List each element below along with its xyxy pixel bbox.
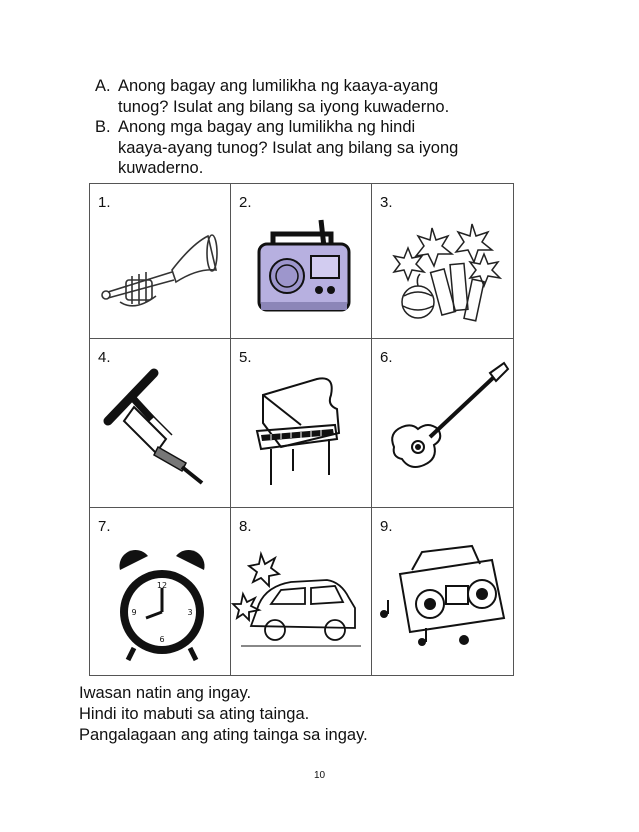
instruction-b-line-3: kuwaderno. <box>118 159 204 177</box>
cell-number: 3. <box>380 194 393 211</box>
cell-number: 5. <box>239 349 252 366</box>
instructions <box>95 76 555 179</box>
closing-line-1: Iwasan natin ang ingay. <box>79 684 252 702</box>
boombox-icon <box>372 508 512 674</box>
instruction-a-line-2: tunog? Isulat ang bilang sa iyong kuwaderno. <box>118 97 450 116</box>
piano-icon <box>231 339 371 507</box>
car-horn-icon <box>231 508 371 674</box>
instruction-a-line-1: Anong bagay ang lumilikha ng kaaya-ayang <box>118 77 439 95</box>
grid-cell-9 <box>372 508 513 675</box>
closing-text <box>79 683 368 746</box>
instruction-a-label: A. <box>95 77 111 95</box>
grid-cell-2 <box>231 184 372 339</box>
grid-cell-8 <box>231 508 372 675</box>
svg-text:3: 3 <box>187 608 193 617</box>
jackhammer-icon <box>90 339 230 507</box>
svg-text:6: 6 <box>159 635 165 644</box>
instruction-b-line-2: kaaya-ayang tunog? Isulat ang bilang sa iyong <box>118 138 459 157</box>
cell-number: 6. <box>380 349 393 366</box>
grid-cell-7 <box>90 508 231 675</box>
cell-number: 2. <box>239 194 252 211</box>
instruction-a <box>95 76 555 117</box>
grid-cell-1 <box>90 184 231 339</box>
svg-text:12: 12 <box>156 581 168 590</box>
firecrackers-icon <box>372 184 512 338</box>
guitar-icon <box>372 339 512 507</box>
grid-cell-6 <box>372 339 513 508</box>
svg-text:9: 9 <box>131 608 137 617</box>
instruction-b <box>95 117 555 179</box>
cell-number: 8. <box>239 518 252 535</box>
alarm-clock-icon <box>90 508 230 674</box>
instruction-b-line-1: Anong mga bagay ang lumilikha ng hindi <box>118 118 416 136</box>
grid-cell-3 <box>372 184 513 339</box>
cell-number: 9. <box>380 518 393 535</box>
radio-icon <box>231 184 371 338</box>
closing-line-2: Hindi ito mabuti sa ating tainga. <box>79 705 310 723</box>
closing-line-3: Pangalagaan ang ating tainga sa ingay. <box>79 726 368 744</box>
grid-cell-5 <box>231 339 372 508</box>
cell-number: 1. <box>98 194 111 211</box>
cell-number: 7. <box>98 518 111 535</box>
grid-cell-4 <box>90 339 231 508</box>
trumpet-icon <box>90 184 230 338</box>
page-number: 10 <box>313 770 326 781</box>
instruction-b-label: B. <box>95 118 111 136</box>
picture-grid <box>89 183 514 676</box>
cell-number: 4. <box>98 349 111 366</box>
